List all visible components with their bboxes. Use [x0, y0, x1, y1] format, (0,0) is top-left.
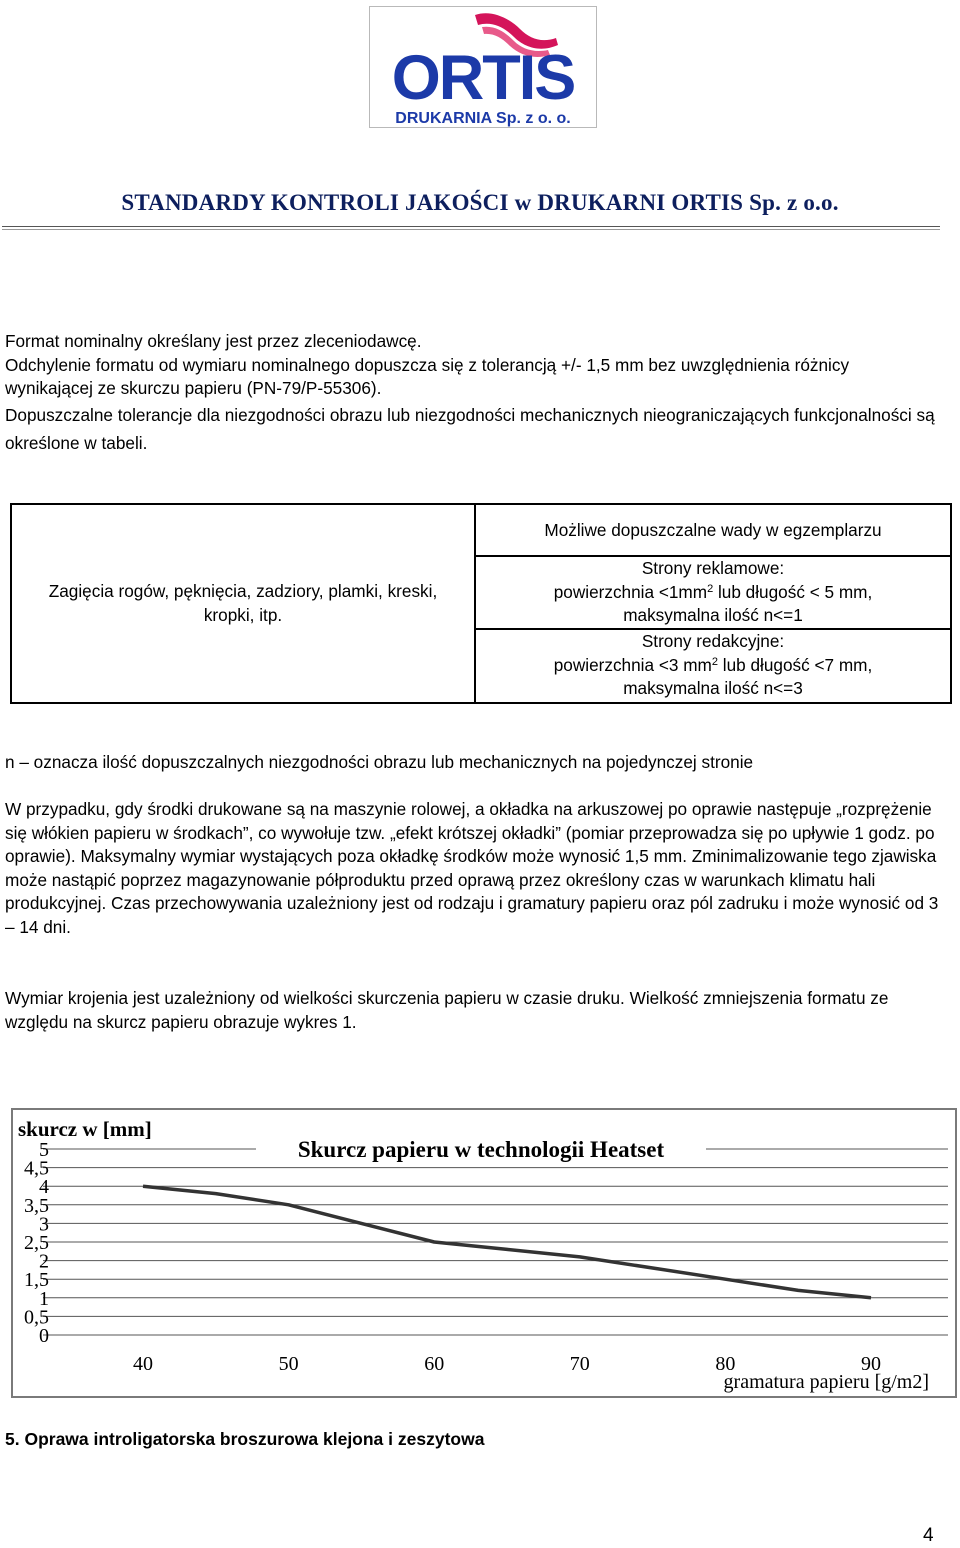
chart-ytick-label: 4,5	[24, 1157, 49, 1180]
chart-ytick-label: 0,5	[24, 1306, 49, 1329]
paragraph-roll-printing: W przypadku, gdy środki drukowane są na maszynie rolowej, a okładka na arkuszowej po oprawie następuje „rozprężenie się włókien papieru w środkach”, co wywołuje tzw. „efekt krótszej okładki” (pomiar przeprowadza się po upływie 1 godz. po oprawie). Maksymalny wymiar wystających poza okładkę środków może wynosić 1,5 mm. Zminimalizowanie tego zjawiska może nastąpić poprzez magazynowanie półproduktu przed oprawą przez określony czas w warunkach klimatu hali produkcyjnej. Czas przechowywania uzależniony jest od rodzaju i gramatury papieru oraz pól zadruku i może wynosić od 3 – 14 dni.	[5, 799, 939, 937]
adverts-area: powierzchnia $<1mm^2$ lub długość < 5 mm,	[553, 581, 873, 602]
section-heading: 5. Oprawa introligatorska broszurowa klejona i zeszytowa	[5, 1429, 485, 1449]
chart-ytick-label: 2,5	[24, 1232, 49, 1254]
intro-line-format: Format nominalny określany jest przez zleceniodawcę.	[5, 331, 422, 351]
chart-xtick-label: 50	[278, 1353, 299, 1375]
defects-label: Zagięcia rogów, pęknięcia, zadziory, plamki, kreski, kropki, itp.	[48, 581, 438, 626]
chart-ytick-label: 3,5	[24, 1194, 49, 1217]
company-logo	[369, 6, 597, 128]
intro-paragraph	[5, 330, 940, 457]
chart-xlabel: gramatura papieru [g/m2]	[723, 1371, 929, 1393]
page-number: 4	[923, 1525, 934, 1546]
logo-subtitle: DRUKARNIA Sp. z o. o.	[395, 110, 571, 127]
paragraph-cut-size: Wymiar krojenia jest uzależniony od wielkości skurczenia papieru w czasie druku. Wielkość zmniejszenia formatu ze względu na skurcz papieru obrazuje wykres 1.	[5, 988, 889, 1032]
adverts-cell	[475, 556, 951, 629]
chart-xtick-label: 80	[715, 1353, 736, 1375]
shrinkage-chart-svg	[13, 1110, 955, 1396]
chart-title: Skurcz papieru w technologii Heatset	[297, 1137, 665, 1162]
note-n: n – oznacza ilość dopuszczalnych niezgodności obrazu lub mechanicznych na pojedynczej stronie	[5, 752, 754, 772]
chart-xtick-label: 40	[133, 1353, 153, 1375]
editorial-cell	[475, 629, 951, 703]
chart-ylabel: skurcz w [mm]	[18, 1117, 152, 1141]
title-divider	[2, 226, 940, 230]
shrinkage-chart	[11, 1108, 957, 1398]
editorial-max: maksymalna ilość n<=3	[623, 678, 803, 699]
defects-table	[10, 503, 952, 704]
chart-xtick-label: 60	[424, 1353, 445, 1375]
logo-wordmark: ORTIS	[391, 43, 575, 113]
defects-table-header: Możliwe dopuszczalne wady w egzemplarzu	[475, 504, 951, 556]
intro-line-tolerance: Odchylenie formatu od wymiaru nominalnego dopuszcza się z tolerancją +/- 1,5 mm bez uwzględnienia różnicy wynikającej ze skurczu papieru (PN-79/P-55306).	[5, 354, 850, 399]
chart-ytick-label: 0	[39, 1325, 49, 1347]
chart-ytick-label: 5	[39, 1139, 49, 1161]
chart-xtick-label: 70	[569, 1353, 590, 1375]
defects-table-label-cell	[11, 504, 475, 703]
adverts-title: Strony reklamowe:	[641, 558, 785, 578]
chart-ytick-label: 2	[39, 1250, 49, 1273]
chart-ytick-label: 4	[39, 1176, 49, 1199]
chart-xtick-label: 90	[861, 1353, 881, 1375]
chart-ytick-label: 1,5	[24, 1269, 49, 1292]
adverts-max: maksymalna ilość n<=1	[623, 605, 803, 625]
editorial-title: Strony redakcyjne:	[641, 631, 785, 652]
editorial-area: powierzchnia <3 $mm^2$ lub długość <7 mm,	[553, 654, 873, 675]
document-title: STANDARDY KONTROLI JAKOŚCI w DRUKARNI ORTIS Sp. z o.o.	[121, 190, 839, 215]
chart-ytick-label: 1	[39, 1287, 49, 1310]
chart-ytick-label: 3	[39, 1213, 49, 1236]
intro-line-table-ref: Dopuszczalne tolerancje dla niezgodności obrazu lub niezgodności mechanicznych nieograniczających funkcjonalności są określone w tabeli.	[5, 404, 935, 453]
